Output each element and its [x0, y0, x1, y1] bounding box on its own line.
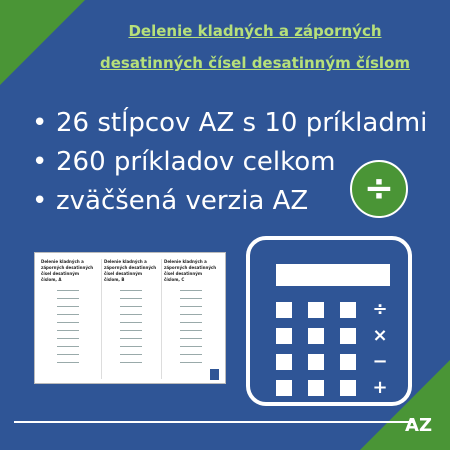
preview-column — [101, 259, 160, 379]
preview-column — [161, 259, 220, 379]
feature-item: • 26 stĺpcov AZ s 10 príkladmi — [32, 108, 428, 138]
az-badge: AZ — [405, 415, 432, 436]
title-line-2: desatinných čísel desatinným číslom — [100, 54, 410, 72]
divide-icon: ÷ — [350, 160, 408, 218]
feature-item: • zväčšená verzia AZ — [32, 186, 309, 216]
minus-key-icon: − — [372, 351, 388, 372]
calculator-icon — [246, 236, 412, 406]
preview-column-title: Delenie kladných a záporných desatinných čísel desatinným číslom, B — [104, 259, 157, 282]
bottom-divider — [14, 421, 414, 423]
multiply-key-icon: × — [372, 325, 388, 346]
top-left-corner-decoration — [0, 0, 85, 85]
feature-text: 26 stĺpcov AZ s 10 príkladmi — [56, 108, 428, 138]
feature-item: • 260 príkladov celkom — [32, 147, 336, 177]
divide-key-icon: ÷ — [372, 299, 388, 320]
calculator-logo-icon — [210, 369, 219, 380]
title-line-1: Delenie kladných a záporných — [128, 22, 382, 40]
feature-text: zväčšená verzia AZ — [56, 186, 309, 216]
preview-column — [39, 259, 97, 379]
worksheet-preview — [34, 252, 226, 384]
preview-column-title: Delenie kladných a záporných desatinných čísel desatinným číslom, C — [164, 259, 217, 282]
plus-key-icon: + — [372, 377, 388, 398]
preview-column-title: Delenie kladných a záporných desatinných čísel desatinným číslom, A — [41, 259, 94, 282]
calculator-screen — [276, 264, 390, 286]
feature-text: 260 príkladov celkom — [56, 147, 336, 177]
